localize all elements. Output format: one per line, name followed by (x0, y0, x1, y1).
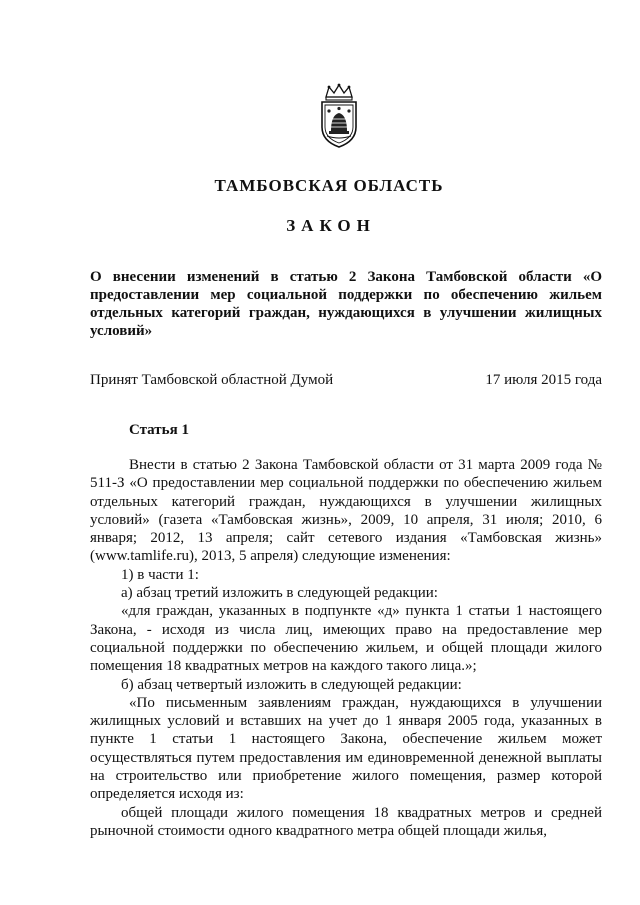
paragraph-item-b: б) абзац четвертый изложить в следующей редакции: (121, 676, 462, 693)
adoption-line (90, 372, 602, 389)
adopting-body: Принят Тамбовской областной Думой (90, 372, 334, 388)
paragraph-item-1: 1) в части 1: (121, 566, 199, 583)
paragraph-item-a: а) абзац третий изложить в следующей редакции: (121, 585, 438, 602)
paragraph-area: общей площади жилого помещения 18 квадратных метров и средней рыночной стоимости одного квадратного метра общей площади жилья, (90, 804, 602, 839)
paragraph-quote-4: «По письменным заявлениям граждан, нуждающихся в улучшении жилищных условий и вставших на учет до 1 января 2005 года, указанных в пункте 1 статьи 1 настоящего Закона, обеспечение жильем может осуществляться путем предоставления им единовременной денежной выплаты на строительство или приобретение жилого помещения, размер которой определяется исходя из: (90, 694, 602, 803)
adoption-date: 17 июля 2015 года (485, 372, 602, 388)
article-title: Статья 1 (129, 422, 189, 438)
region-title: ТАМБОВСКАЯ ОБЛАСТЬ (214, 176, 444, 195)
article-body (90, 456, 602, 840)
tambov-coat-of-arms-icon (316, 83, 362, 149)
paragraph-quote-3: «для граждан, указанных в подпункте «д» пункта 1 статьи 1 настоящего Закона, - исходя из числа лиц, имеющих право на предоставление мер социальной поддержки по обеспечению жильем, и общей площади жилого помещения 18 квадратных метров на каждого такого лица.»; (90, 603, 602, 675)
document-type: ЗАКОН (286, 216, 376, 235)
law-title: О внесении изменений в статью 2 Закона Тамбовской области «О предоставлении мер социальной поддержки по обеспечению жильем отдельных категорий граждан, нуждающихся в улучшении жилищных условий» (90, 269, 602, 339)
paragraph-intro: Внести в статью 2 Закона Тамбовской области от 31 марта 2009 года № 511-З «О предоставлении мер социальной поддержки по обеспечению жильем отдельных категорий граждан, нуждающихся в улучшении жилищных условий» (газета «Тамбовская жизнь», 2009, 10 апреля, 31 июля; 2010, 6 января; 2012, 13 апреля; сайт сетевого издания «Тамбовская жизнь» (www.tamlife.ru), 2013, 5 апреля) следующие изменения: (90, 457, 602, 565)
